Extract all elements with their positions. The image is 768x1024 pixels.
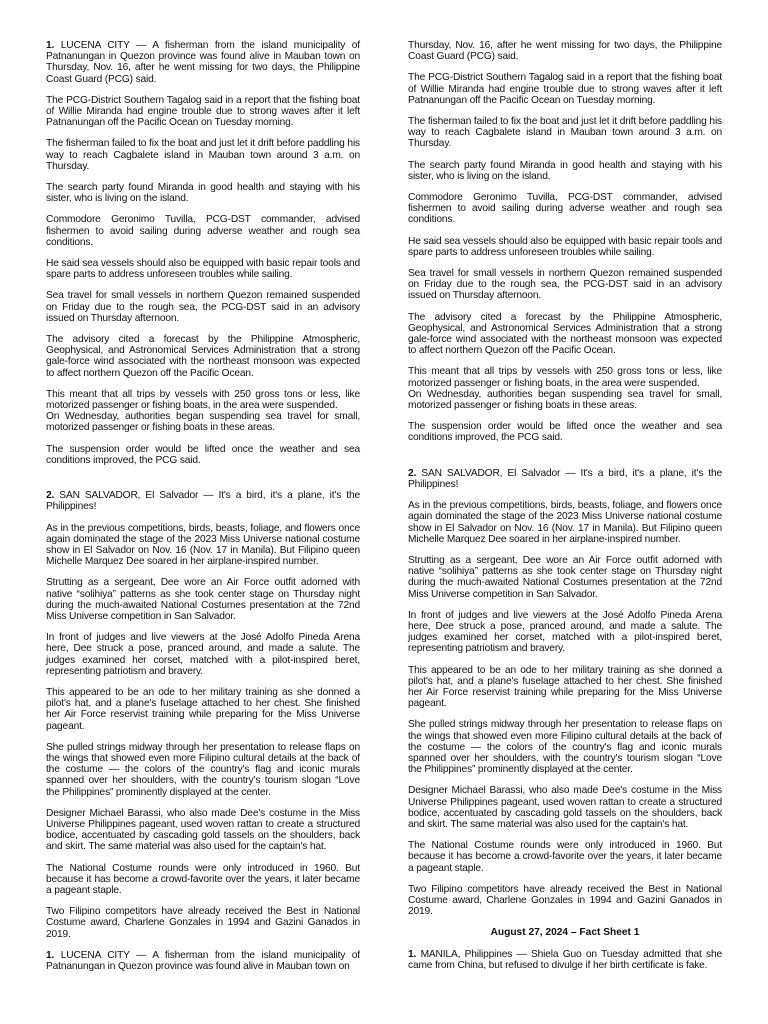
article-paragraph — [46, 742, 360, 798]
article-paragraph — [408, 785, 722, 830]
paragraph-text: Commodore Geronimo Tuvilla, PCG-DST commander, advised fishermen to avoid sailing during adverse weather and rough sea conditions. — [46, 214, 360, 248]
paragraph-text: The search party found Miranda in good health and staying with his sister, who is living on the island. — [46, 182, 360, 205]
article-paragraph — [408, 500, 722, 545]
paragraph-text: This meant that all trips by vessels with 250 gross tons or less, like motorized passenger or fishing boats, in the area were suspended. — [408, 366, 722, 389]
article-paragraph — [46, 632, 360, 677]
paragraph-text: In front of judges and live viewers at the José Adolfo Pineda Arena here, Dee struck a pose, pranced around, and made a salute. The judges examined her corset, matched with a pilot-inspired beret, representing patriotism and bravery. — [46, 632, 360, 677]
paragraph-text: This appeared to be an ode to her military training as she donned a pilot's hat, and a plane's fuselage attached to her chest. She finished her Air Force reservist training while preparing for the Miss Universe pageant. — [408, 664, 722, 710]
paragraph-text: On Wednesday, authorities began suspending sea travel for small, motorized passenger or fishing boats in these areas. — [46, 411, 360, 434]
paragraph-text: The National Costume rounds were only introduced in 1960. But because it has become a crowd-favorite over the years, it later became a pageant staple. — [46, 862, 360, 896]
paragraph-text: The PCG-District Southern Tagalog said in a report that the fishing boat of Willie Miranda had engine trouble due to strong waves after it left Patnanungan off the Pacific Ocean on Tuesday morning. — [46, 94, 360, 129]
paragraph-text: As in the previous competitions, birds, beasts, foliage, and flowers once again dominated the stage of the 2023 Miss Universe national costume show in El Salvador on Nov. 16 (Nov. 17 in Manila). But Filipino queen Michelle Marquez Dee soared in her airplane-inspired number. — [46, 522, 360, 568]
article-paragraph — [46, 577, 360, 622]
paragraph-text: She pulled strings midway through her presentation to release flaps on the wings that showed even more Filipino cultural details at the back of the costume — the colors of the country's flag and iconic murals spanned over her shoulders, with the country's tourism slogan “Love the Philippines” prominently displayed at the center. — [46, 741, 360, 798]
article-paragraph — [46, 444, 360, 466]
paragraph-text: Sea travel for small vessels in northern Quezon remained suspended on Friday due to the rough sea, the PCG-DST said in an advisory issued on Thursday afternoon. — [408, 268, 722, 302]
article-paragraph — [46, 808, 360, 853]
article-lead-paragraph — [46, 40, 360, 85]
article-paragraph — [46, 214, 360, 248]
article-number: 1. — [46, 40, 55, 51]
paragraph-text: She pulled strings midway through her presentation to release flaps on the wings that showed even more Filipino cultural details at the back of the costume — the colors of the country's flag and iconic murals spanned over her shoulders, with the country's tourism slogan “Love the Philippines” prominently displayed at the center. — [408, 719, 722, 776]
document-page — [46, 40, 722, 980]
paragraph-text: He said sea vessels should also be equipped with basic repair tools and spare parts to address unforeseen troubles while sailing. — [408, 235, 722, 258]
article-paragraph — [408, 40, 722, 62]
article-paragraph — [408, 421, 722, 443]
paragraph-text: As in the previous competitions, birds, beasts, foliage, and flowers once again dominated the stage of the 2023 Miss Universe national costume show in El Salvador on Nov. 16 (Nov. 17 in Manila). But Filipino queen Michelle Marquez Dee soared in her airplane-inspired number. — [408, 500, 722, 545]
article-number: 1. — [408, 948, 417, 960]
paragraph-text: Strutting as a sergeant, Dee wore an Air Force outfit adorned with native “solihiya” patterns as she took center stage on Thursday night during the much-awaited National Costumes presentation at the 72nd Miss Universe competition in San Salvador. — [46, 577, 360, 622]
article-paragraph — [46, 334, 360, 379]
article-number: 1. — [46, 949, 55, 961]
paragraph-text: The PCG-District Southern Tagalog said in a report that the fishing boat of Willie Miranda had engine trouble due to strong waves after it left Patnanungan off the Pacific Ocean on Tuesday morning. — [408, 72, 722, 106]
article-paragraph — [408, 884, 722, 918]
article-lead-paragraph — [46, 950, 360, 972]
article-paragraph — [46, 687, 360, 732]
paragraph-text: Designer Michael Barassi, who also made Dee's costume in the Miss Universe Philippines pageant, used woven rattan to create a structured bodice, accentuated by cascading gold tassels on the shoulders, back and skirt. The same material was also used for the captain's hat. — [408, 785, 722, 830]
article-paragraph — [408, 72, 722, 106]
article-paragraph — [46, 95, 360, 129]
paragraph-text: Designer Michael Barassi, who also made Dee's costume in the Miss Universe Philippines pageant, used woven rattan to create a structured bodice, accentuated by cascading gold tassels on the shoulders, back and skirt. The same material was also used for the captain's hat. — [46, 807, 360, 853]
paragraph-text: The search party found Miranda in good health and staying with his sister, who is living on the island. — [408, 159, 722, 182]
article-lead-paragraph — [408, 949, 722, 971]
paragraph-text: Strutting as a sergeant, Dee wore an Air Force outfit adorned with native “solihiya” patterns as she took center stage on Thursday night during the much-awaited National Costumes presentation at the 72nd Miss Universe competition in San Salvador. — [408, 554, 722, 600]
fact-sheet-heading: August 27, 2024 – Fact Sheet 1 — [490, 927, 640, 939]
article-number: 2. — [46, 490, 55, 502]
paragraph-text: Commodore Geronimo Tuvilla, PCG-DST commander, advised fishermen to avoid sailing during adverse weather and rough sea conditions. — [408, 192, 722, 226]
article-paragraph — [46, 138, 360, 172]
paragraph-text: The fisherman failed to fix the boat and just let it drift before paddling his way to reach Cagbalete island in Mauban town around 3 a.m. on Thursday. — [408, 116, 722, 150]
paragraph-text: Sea travel for small vessels in northern Quezon remained suspended on Friday due to the rough sea, the PCG-DST said in an advisory issued on Thursday afternoon. — [46, 290, 360, 324]
paragraph-text: Two Filipino competitors have already received the Best in National Costume award, Charlene Gonzales in 1994 and Gazini Ganados in 2019. — [46, 906, 360, 940]
article-paragraph — [408, 192, 722, 226]
paragraph-text: The fisherman failed to fix the boat and just let it drift before paddling his way to reach Cagbalete island in Mauban town around 3 a.m. on Thursday. — [46, 138, 360, 172]
article-paragraph — [46, 182, 360, 204]
paragraph-text: MANILA, Philippines — Shiela Guo on Tuesday admitted that she came from China, but refused to divulge if her birth certificate is fake. — [408, 948, 723, 971]
article-lead-paragraph — [46, 490, 360, 512]
right-column — [408, 40, 722, 980]
article-paragraph — [408, 312, 722, 357]
article-paragraph — [46, 863, 360, 897]
article-paragraph — [408, 268, 722, 302]
article-paragraph — [46, 411, 360, 433]
paragraph-text: The suspension order would be lifted once the weather and sea conditions improved, the PCG said. — [408, 421, 722, 444]
section-gap — [46, 476, 360, 490]
paragraph-text: This appeared to be an ode to her military training as she donned a pilot's hat, and a plane's fuselage attached to her chest. She finished her Air Force reservist training while preparing for the Miss Universe pageant. — [46, 686, 360, 732]
article-paragraph — [408, 555, 722, 600]
paragraph-text: Thursday, Nov. 16, after he went missing for two days, the Philippine Coast Guard (PCG) said. — [408, 40, 722, 63]
article-paragraph — [46, 906, 360, 940]
article-paragraph — [408, 840, 722, 874]
paragraph-text: This meant that all trips by vessels with 250 gross tons or less, like motorized passenger or fishing boats, in the area were suspended. — [46, 388, 360, 412]
paragraph-text: LUCENA CITY — A fisherman from the island municipality of Patnanungan in Quezon province was found alive in Mauban town on — [46, 949, 360, 972]
paragraph-text: The suspension order would be lifted once the weather and sea conditions improved, the PCG said. — [46, 443, 360, 466]
article-paragraph — [46, 290, 360, 324]
article-paragraph — [408, 366, 722, 388]
article-paragraph — [46, 258, 360, 280]
paragraph-text: On Wednesday, authorities began suspending sea travel for small, motorized passenger or fishing boats in these areas. — [408, 388, 722, 412]
article-paragraph — [46, 389, 360, 411]
article-paragraph — [408, 116, 722, 150]
paragraph-text: The advisory cited a forecast by the Philippine Atmospheric, Geophysical, and Astronomical Services Administration that a strong gale-force wind associated with the northeast monsoon was expected to affect northern Quezon off the Pacific Ocean. — [46, 334, 360, 379]
paragraph-text: Two Filipino competitors have already received the Best in National Costume award, Charlene Gonzales in 1994 and Gazini Ganados in 2019. — [408, 883, 722, 918]
paragraph-text: The National Costume rounds were only introduced in 1960. But because it has become a crowd-favorite over the years, it later became a pageant staple. — [408, 840, 722, 874]
paragraph-text: In front of judges and live viewers at the José Adolfo Pineda Arena here, Dee struck a pose, pranced around, and made a salute. The judges examined her corset, matched with a pilot-inspired beret, representing patriotism and bravery. — [408, 609, 722, 655]
paragraph-text: SAN SALVADOR, El Salvador — It's a bird, it's a plane, it's the Philippines! — [46, 490, 360, 513]
paragraph-text: SAN SALVADOR, El Salvador — It's a bird, it's a plane, it's the Philippines! — [408, 467, 722, 490]
section-gap — [408, 454, 722, 468]
article-paragraph — [408, 236, 722, 258]
article-lead-paragraph — [408, 468, 722, 490]
article-paragraph — [46, 523, 360, 568]
article-paragraph — [408, 389, 722, 411]
article-paragraph — [408, 610, 722, 655]
article-paragraph — [408, 719, 722, 775]
article-paragraph — [408, 665, 722, 710]
article-paragraph — [408, 160, 722, 182]
paragraph-text: LUCENA CITY — A fisherman from the island municipality of Patnanungan in Quezon province was found alive in Mauban town on Thursday, Nov. 16, after he went missing for two days, the Philippine Coast Guard (PCG) said. — [46, 40, 360, 85]
article-number: 2. — [408, 467, 417, 479]
left-column — [46, 40, 360, 980]
paragraph-text: The advisory cited a forecast by the Philippine Atmospheric, Geophysical, and Astronomical Services Administration that a strong gale-force wind associated with the northeast monsoon was expected to affect northern Quezon off the Pacific Ocean. — [408, 311, 722, 357]
paragraph-text: He said sea vessels should also be equipped with basic repair tools and spare parts to address unforeseen troubles while sailing. — [46, 258, 360, 281]
